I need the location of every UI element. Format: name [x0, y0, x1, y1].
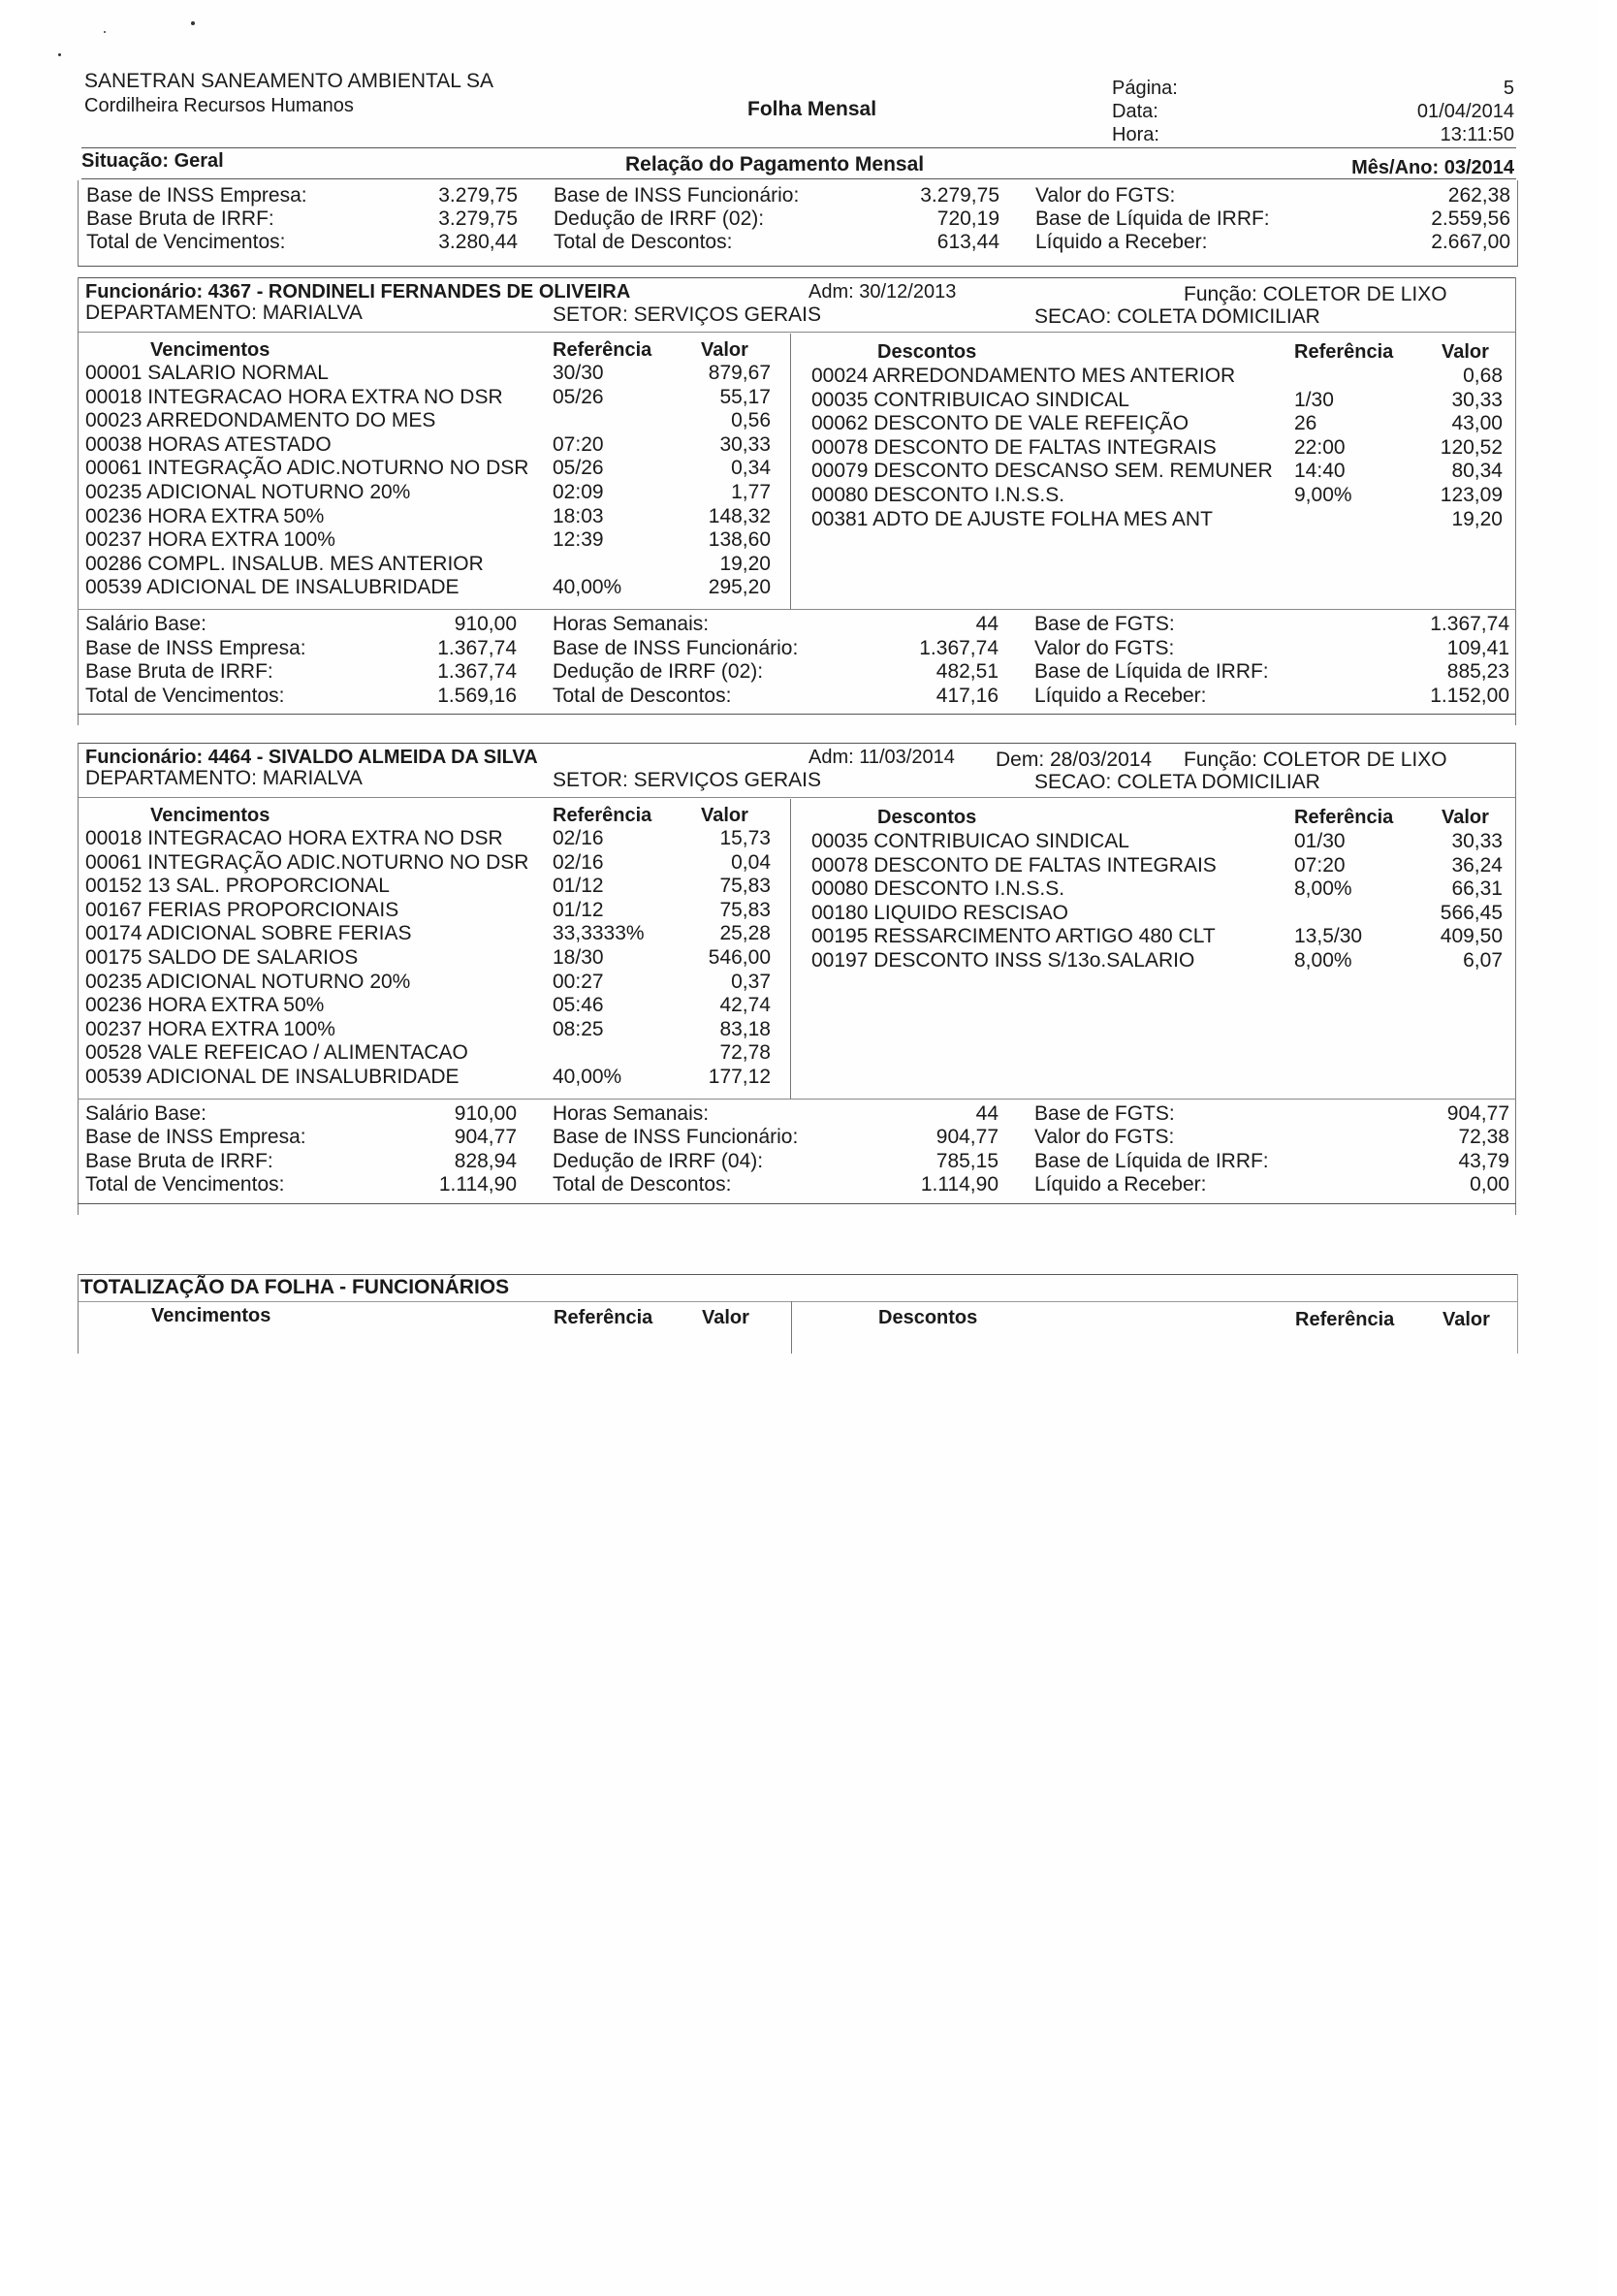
totals-label: Salário Base: — [85, 613, 206, 635]
earning-value: 30,33 — [719, 432, 771, 456]
summary-label: Dedução de IRRF (02): — [554, 207, 765, 230]
summary-value: 613,44 — [936, 231, 999, 253]
totals-value: 904,77 — [1446, 1101, 1509, 1125]
earning-value: 138,60 — [708, 528, 771, 552]
situation: Situação: Geral — [81, 150, 224, 172]
col-value: Valor — [702, 1307, 749, 1328]
summary-label: Valor do FGTS: — [1035, 184, 1176, 207]
earning-row — [78, 528, 1516, 553]
col-reference: Referência — [554, 1307, 653, 1328]
summary-box — [78, 180, 1518, 267]
employee-sector: SETOR: SERVIÇOS GERAIS — [553, 769, 821, 791]
earning-row — [78, 576, 1516, 600]
deduction-value: 43,00 — [1451, 412, 1503, 435]
totals-value: 482,51 — [935, 660, 999, 684]
totals-value: 1.367,74 — [1430, 613, 1509, 635]
summary-value: 3.280,44 — [438, 231, 518, 253]
earning-reference: 02/16 — [553, 827, 604, 849]
col-value: Valor — [1442, 341, 1489, 363]
earning-description: 00286 COMPL. INSALUB. MES ANTERIOR — [85, 552, 484, 575]
earning-reference: 07:20 — [553, 432, 604, 456]
earning-value: 25,28 — [719, 922, 771, 945]
earning-value: 15,73 — [719, 827, 771, 849]
totals-label: Total de Descontos: — [553, 1173, 732, 1196]
totals-value: 1.367,74 — [437, 660, 517, 684]
earning-reference: 02:09 — [553, 481, 604, 503]
employee-sector: SETOR: SERVIÇOS GERAIS — [553, 303, 821, 326]
col-value: Valor — [701, 339, 748, 361]
totalization-section — [78, 1274, 1518, 1354]
deduction-description: 00195 RESSARCIMENTO ARTIGO 480 CLT — [811, 925, 1216, 948]
earning-reference: 05/26 — [553, 385, 604, 408]
totals-label: Base de Líquida de IRRF: — [1034, 660, 1269, 684]
col-earnings: Vencimentos — [151, 1305, 271, 1326]
deduction-value: 566,45 — [1440, 901, 1503, 924]
totals-value: 109,41 — [1446, 636, 1509, 659]
summary-label: Base de INSS Funcionário: — [554, 184, 800, 207]
earning-value: 879,67 — [708, 362, 771, 384]
employee-title: Funcionário: 4367 - RONDINELI FERNANDES DE OLIVEIRA — [85, 281, 631, 303]
earning-description: 00539 ADICIONAL DE INSALUBRIDADE — [85, 576, 460, 599]
deduction-reference: 07:20 — [1294, 853, 1346, 877]
scan-speck — [191, 21, 195, 25]
deduction-description: 00078 DESCONTO DE FALTAS INTEGRAIS — [811, 853, 1217, 877]
deduction-row — [78, 412, 1516, 436]
deduction-description: 00024 ARREDONDAMENTO MES ANTERIOR — [811, 365, 1236, 387]
earning-description: 00018 INTEGRACAO HORA EXTRA NO DSR — [85, 827, 503, 849]
totals-label: Base Bruta de IRRF: — [85, 660, 273, 684]
totals-label: Base de INSS Funcionário: — [553, 636, 799, 659]
totals-label: Dedução de IRRF (02): — [553, 660, 764, 684]
deduction-description: 00080 DESCONTO I.N.S.S. — [811, 484, 1065, 506]
deduction-row — [78, 484, 1516, 508]
admission-date: Adm: 11/03/2014 — [808, 747, 955, 768]
deduction-value: 30,33 — [1451, 830, 1503, 852]
summary-label: Total de Vencimentos: — [86, 231, 286, 253]
earning-reference: 05/26 — [553, 457, 604, 480]
earning-description: 00539 ADICIONAL DE INSALUBRIDADE — [85, 1066, 460, 1088]
earning-description: 00023 ARREDONDAMENTO DO MES — [85, 409, 436, 432]
totals-value: 828,94 — [454, 1149, 517, 1172]
earning-description: 00237 HORA EXTRA 100% — [85, 528, 335, 552]
earning-reference: 02/16 — [553, 850, 604, 874]
totals-value: 72,38 — [1458, 1126, 1509, 1149]
totals-value: 417,16 — [935, 684, 999, 707]
col-reference: Referência — [553, 805, 652, 826]
summary-value: 262,38 — [1447, 184, 1510, 207]
employee-department: DEPARTAMENTO: MARIALVA — [85, 302, 363, 324]
earning-value: 295,20 — [708, 576, 771, 599]
totals-label: Base de FGTS: — [1034, 1101, 1175, 1125]
employee-info-divider — [78, 332, 1516, 333]
deduction-reference: 26 — [1294, 412, 1317, 435]
col-value: Valor — [1442, 807, 1489, 828]
page-number: 5 — [1503, 78, 1514, 99]
earning-reference: 33,3333% — [553, 922, 645, 945]
deduction-value: 36,24 — [1451, 853, 1503, 877]
deduction-description: 00197 DESCONTO INSS S/13o.SALARIO — [811, 949, 1195, 972]
earning-description: 00152 13 SAL. PROPORCIONAL — [85, 875, 390, 898]
report-title: Folha Mensal — [747, 98, 877, 120]
earning-description: 00528 VALE REFEICAO / ALIMENTACAO — [85, 1041, 468, 1065]
scan-speck — [104, 31, 106, 33]
employee-section: SECAO: COLETA DOMICILIAR — [1034, 305, 1320, 328]
totals-label: Total de Vencimentos: — [85, 1173, 285, 1196]
summary-label: Total de Descontos: — [554, 231, 733, 253]
totals-label: Valor do FGTS: — [1034, 1126, 1175, 1149]
totals-value: 1.367,74 — [437, 636, 517, 659]
employee-title: Funcionário: 4464 - SIVALDO ALMEIDA DA SILVA — [85, 747, 538, 768]
col-value: Valor — [1443, 1309, 1490, 1330]
totals-value: 1.114,90 — [920, 1173, 999, 1196]
earning-reference: 30/30 — [553, 362, 604, 384]
earning-description: 00235 ADICIONAL NOTURNO 20% — [85, 481, 411, 503]
col-earnings: Vencimentos — [150, 339, 270, 361]
totals-label: Base de INSS Empresa: — [85, 1126, 306, 1149]
employee-bottom-line — [78, 714, 1516, 715]
totals-row — [78, 1150, 1516, 1174]
earning-row — [78, 994, 1516, 1018]
month-year: Mês/Ano: 03/2014 — [1351, 157, 1514, 178]
col-deductions: Descontos — [878, 1307, 978, 1328]
date-label: Data: — [1112, 101, 1158, 122]
earning-description: 00237 HORA EXTRA 100% — [85, 1017, 335, 1040]
totals-value: 43,79 — [1458, 1149, 1509, 1172]
totals-row — [78, 637, 1516, 661]
earning-value: 177,12 — [708, 1066, 771, 1088]
totals-value: 785,15 — [935, 1149, 999, 1172]
earning-value: 546,00 — [708, 946, 771, 969]
report-time: 13:11:50 — [1440, 124, 1514, 145]
col-reference: Referência — [1294, 341, 1394, 363]
deduction-description: 00079 DESCONTO DESCANSO SEM. REMUNER — [811, 460, 1273, 483]
time-label: Hora: — [1112, 124, 1159, 145]
deduction-description: 00381 ADTO DE AJUSTE FOLHA MES ANT — [811, 507, 1213, 530]
totals-label: Dedução de IRRF (04): — [553, 1149, 764, 1172]
deduction-reference: 9,00% — [1294, 484, 1352, 506]
totals-row — [78, 1173, 1516, 1197]
totals-divider — [78, 1099, 1516, 1100]
totals-value: 44 — [975, 1101, 999, 1125]
summary-value: 720,19 — [936, 207, 999, 230]
deduction-row — [78, 508, 1516, 532]
earning-reference: 40,00% — [553, 576, 622, 599]
totals-label: Base Bruta de IRRF: — [85, 1149, 273, 1172]
deduction-row — [78, 902, 1516, 926]
deduction-description: 00180 LIQUIDO RESCISAO — [811, 901, 1068, 924]
totals-value: 904,77 — [935, 1126, 999, 1149]
employee-function: Função: COLETOR DE LIXO — [1184, 749, 1447, 771]
totals-row — [78, 1102, 1516, 1127]
totals-row — [78, 613, 1516, 637]
col-reference: Referência — [553, 339, 652, 361]
deduction-row — [78, 877, 1516, 902]
deduction-reference: 13,5/30 — [1294, 925, 1363, 948]
earning-value: 75,83 — [719, 898, 771, 921]
earning-description: 00167 FERIAS PROPORCIONAIS — [85, 898, 399, 921]
summary-label: Líquido a Receber: — [1035, 231, 1208, 253]
col-value: Valor — [701, 805, 748, 826]
summary-value: 3.279,75 — [920, 184, 999, 207]
totals-divider — [78, 609, 1516, 610]
totals-label: Salário Base: — [85, 1101, 206, 1125]
earning-value: 72,78 — [719, 1041, 771, 1065]
company-name: SANETRAN SANEAMENTO AMBIENTAL SA — [84, 70, 494, 92]
earning-description: 00174 ADICIONAL SOBRE FERIAS — [85, 922, 412, 945]
totals-value: 1.152,00 — [1430, 684, 1509, 707]
deduction-value: 0,68 — [1463, 365, 1503, 387]
totalization-title: TOTALIZAÇÃO DA FOLHA - FUNCIONÁRIOS — [80, 1276, 510, 1298]
col-reference: Referência — [1294, 807, 1394, 828]
employee-top-line — [78, 743, 1516, 744]
deduction-row — [78, 365, 1516, 389]
deduction-value: 120,52 — [1440, 435, 1503, 459]
earning-reference: 12:39 — [553, 528, 604, 552]
earning-value: 55,17 — [719, 385, 771, 408]
earning-description: 00061 INTEGRAÇÃO ADIC.NOTURNO NO DSR — [85, 457, 529, 480]
totals-row — [78, 685, 1516, 709]
employee-department: DEPARTAMENTO: MARIALVA — [85, 767, 363, 789]
summary-value: 3.279,75 — [438, 207, 518, 230]
earning-row — [78, 1018, 1516, 1042]
earning-value: 148,32 — [708, 504, 771, 527]
earning-description: 00235 ADICIONAL NOTURNO 20% — [85, 970, 411, 993]
deduction-reference: 01/30 — [1294, 830, 1346, 852]
earning-value: 0,34 — [731, 457, 771, 480]
earning-reference: 05:46 — [553, 994, 604, 1017]
deduction-value: 80,34 — [1451, 460, 1503, 483]
deduction-value: 409,50 — [1440, 925, 1503, 948]
page-label: Página: — [1112, 78, 1178, 99]
col-reference: Referência — [1295, 1309, 1395, 1330]
summary-label: Base de Líquida de IRRF: — [1035, 207, 1270, 230]
report-date: 01/04/2014 — [1416, 101, 1514, 122]
employee-info-divider — [78, 797, 1516, 798]
column-divider — [791, 1301, 792, 1354]
totals-row — [78, 1126, 1516, 1150]
totals-value: 44 — [975, 613, 999, 635]
totals-label: Líquido a Receber: — [1034, 684, 1207, 707]
company-subtitle: Cordilheira Recursos Humanos — [84, 95, 354, 116]
relation-title: Relação do Pagamento Mensal — [625, 153, 925, 175]
deduction-row — [78, 854, 1516, 878]
col-deductions: Descontos — [877, 807, 977, 828]
totals-label: Horas Semanais: — [553, 613, 710, 635]
totals-value: 1.569,16 — [437, 684, 517, 707]
earning-description: 00001 SALARIO NORMAL — [85, 362, 329, 384]
totals-value: 910,00 — [454, 613, 517, 635]
deduction-row — [78, 925, 1516, 949]
earning-reference: 00:27 — [553, 970, 604, 993]
totalization-divider — [79, 1301, 1517, 1302]
deduction-reference: 14:40 — [1294, 460, 1346, 483]
deduction-reference: 22:00 — [1294, 435, 1346, 459]
deduction-description: 00062 DESCONTO DE VALE REFEIÇÃO — [811, 412, 1189, 435]
earning-reference: 40,00% — [553, 1066, 622, 1088]
totals-label: Valor do FGTS: — [1034, 636, 1175, 659]
earning-value: 19,20 — [719, 552, 771, 575]
summary-label: Base Bruta de IRRF: — [86, 207, 274, 230]
totalization-top-line — [79, 1274, 1517, 1275]
totals-label: Total de Vencimentos: — [85, 684, 285, 707]
summary-value: 2.559,56 — [1431, 207, 1510, 230]
deduction-description: 00080 DESCONTO I.N.S.S. — [811, 877, 1065, 901]
employee-bottom-line — [78, 1203, 1516, 1204]
deduction-value: 66,31 — [1451, 877, 1503, 901]
deduction-row — [78, 949, 1516, 973]
totals-label: Base de FGTS: — [1034, 613, 1175, 635]
earning-reference: 18:03 — [553, 504, 604, 527]
employee-section: SECAO: COLETA DOMICILIAR — [1034, 771, 1320, 793]
earning-value: 1,77 — [731, 481, 771, 503]
summary-value: 3.279,75 — [438, 184, 518, 207]
col-deductions: Descontos — [877, 341, 977, 363]
dismissal-date: Dem: 28/03/2014 — [996, 749, 1153, 771]
earning-description: 00236 HORA EXTRA 50% — [85, 504, 325, 527]
earning-row — [78, 971, 1516, 995]
totals-label: Base de Líquida de IRRF: — [1034, 1149, 1269, 1172]
earning-reference: 18/30 — [553, 946, 604, 969]
totals-value: 885,23 — [1446, 660, 1509, 684]
deduction-reference: 1/30 — [1294, 388, 1334, 411]
totals-label: Líquido a Receber: — [1034, 1173, 1207, 1196]
admission-date: Adm: 30/12/2013 — [808, 281, 957, 303]
totals-value: 910,00 — [454, 1101, 517, 1125]
header-divider-2 — [81, 178, 1516, 179]
deduction-description: 00035 CONTRIBUICAO SINDICAL — [811, 388, 1129, 411]
earning-row — [78, 1041, 1516, 1066]
earning-value: 0,37 — [731, 970, 771, 993]
earning-value: 42,74 — [719, 994, 771, 1017]
summary-label: Base de INSS Empresa: — [86, 184, 307, 207]
totals-label: Horas Semanais: — [553, 1101, 710, 1125]
deduction-reference: 8,00% — [1294, 949, 1352, 972]
totals-value: 1.367,74 — [919, 636, 999, 659]
deduction-value: 6,07 — [1463, 949, 1503, 972]
earning-description: 00061 INTEGRAÇÃO ADIC.NOTURNO NO DSR — [85, 850, 529, 874]
deduction-row — [78, 436, 1516, 461]
earning-description: 00236 HORA EXTRA 50% — [85, 994, 325, 1017]
earning-description: 00018 INTEGRACAO HORA EXTRA NO DSR — [85, 385, 503, 408]
scan-speck — [58, 53, 61, 56]
totals-row — [78, 660, 1516, 685]
earning-description: 00175 SALDO DE SALARIOS — [85, 946, 359, 969]
totals-value: 1.114,90 — [438, 1173, 517, 1196]
employee-top-line — [78, 277, 1516, 278]
totals-value: 0,00 — [1470, 1173, 1509, 1196]
totals-label: Base de INSS Empresa: — [85, 636, 306, 659]
earning-row — [78, 1066, 1516, 1090]
earning-reference: 01/12 — [553, 898, 604, 921]
deduction-reference: 8,00% — [1294, 877, 1352, 901]
earning-value: 0,56 — [731, 409, 771, 432]
earning-value: 75,83 — [719, 875, 771, 898]
deduction-value: 123,09 — [1440, 484, 1503, 506]
employee-function: Função: COLETOR DE LIXO — [1184, 283, 1447, 305]
earning-value: 83,18 — [719, 1017, 771, 1040]
earning-row — [78, 553, 1516, 577]
totals-label: Base de INSS Funcionário: — [553, 1126, 799, 1149]
deduction-row — [78, 460, 1516, 484]
earning-reference: 01/12 — [553, 875, 604, 898]
deduction-description: 00035 CONTRIBUICAO SINDICAL — [811, 830, 1129, 852]
deduction-description: 00078 DESCONTO DE FALTAS INTEGRAIS — [811, 435, 1217, 459]
deduction-row — [78, 830, 1516, 854]
earning-description: 00038 HORAS ATESTADO — [85, 432, 332, 456]
col-earnings: Vencimentos — [150, 805, 270, 826]
deduction-value: 19,20 — [1451, 507, 1503, 530]
totals-value: 904,77 — [454, 1126, 517, 1149]
totals-label: Total de Descontos: — [553, 684, 732, 707]
deduction-value: 30,33 — [1451, 388, 1503, 411]
earning-reference: 08:25 — [553, 1017, 604, 1040]
header-divider — [81, 147, 1516, 148]
deduction-row — [78, 389, 1516, 413]
earning-value: 0,04 — [731, 850, 771, 874]
summary-value: 2.667,00 — [1431, 231, 1510, 253]
